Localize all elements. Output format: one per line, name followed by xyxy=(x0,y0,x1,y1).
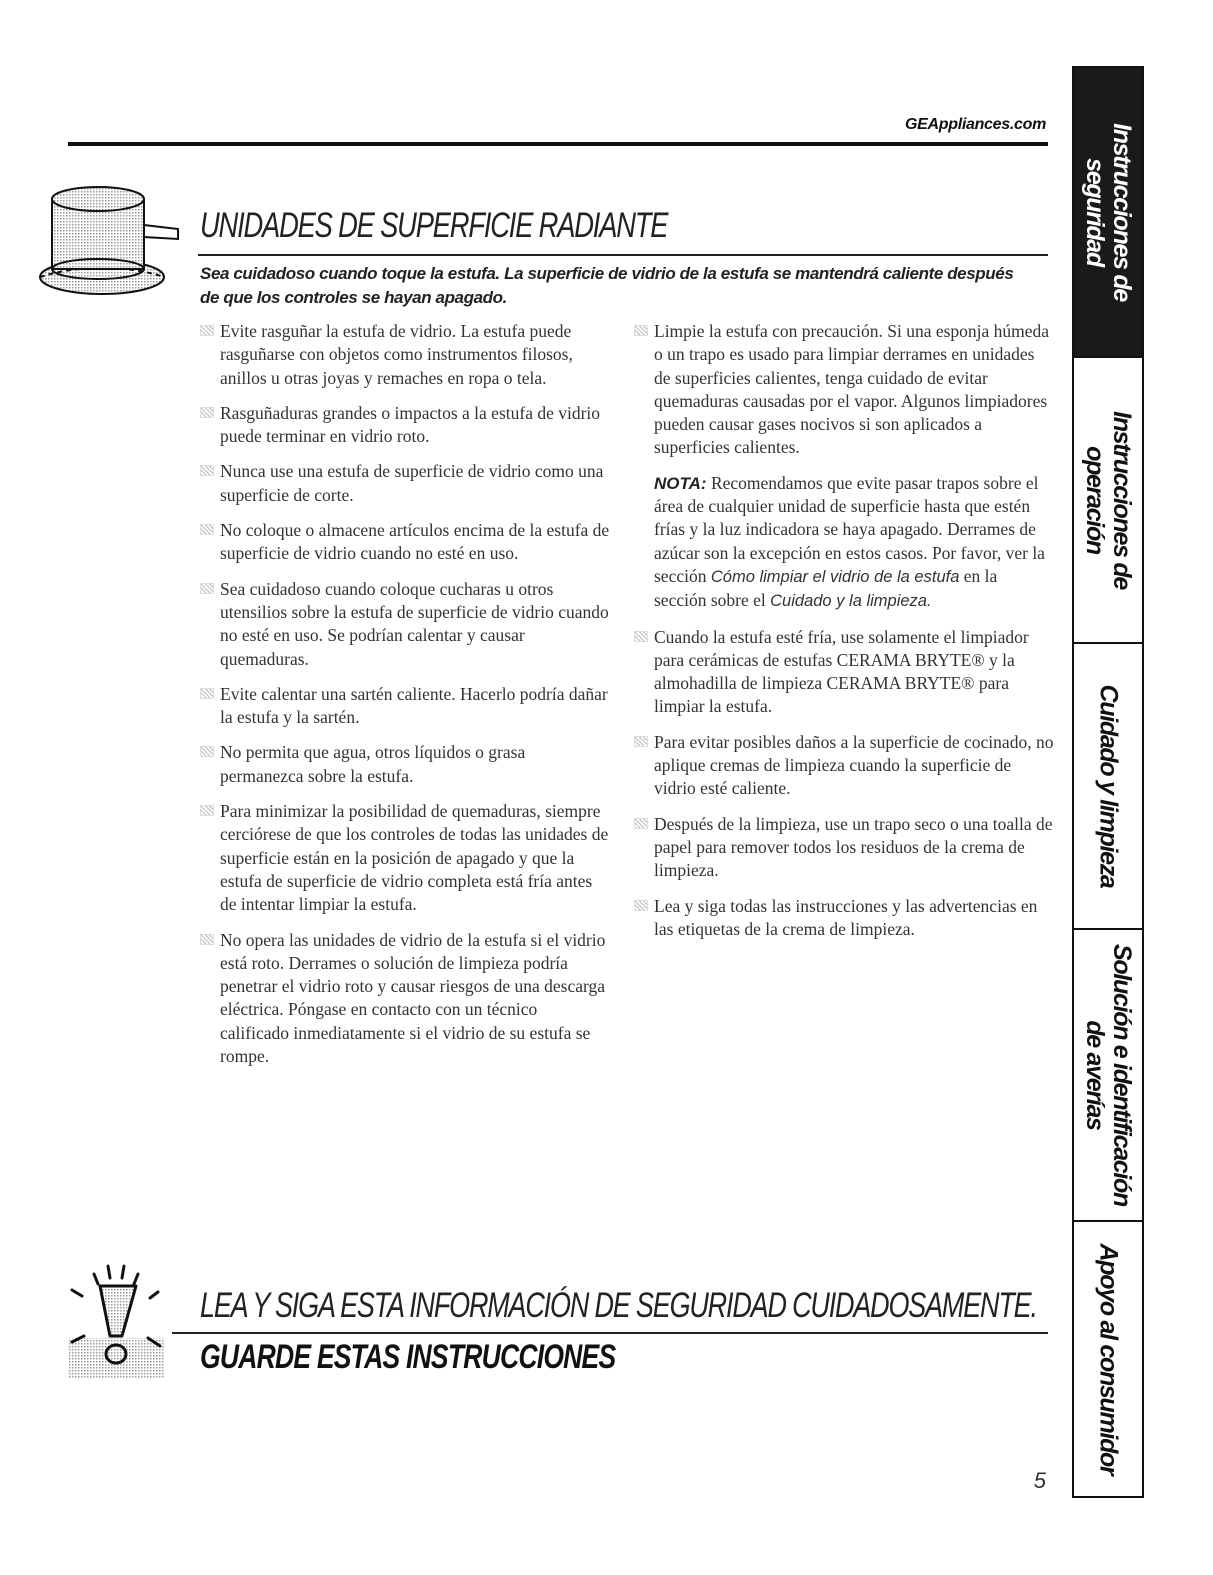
bullet-icon xyxy=(634,818,648,829)
tab-label-line: de averías xyxy=(1081,1020,1109,1130)
list-item: Para evitar posibles daños a la superficie de cocinado, no aplique cremas de limpieza cuando la superficie de vidrio esté caliente. xyxy=(634,731,1054,801)
warning-exclamation-icon xyxy=(54,1262,178,1382)
bullet-icon xyxy=(634,631,648,642)
list-item: Sea cuidadoso cuando coloque cucharas u otros utensilios sobre la estufa de superficie de vidrio cuando no esté en uso. Se podrían calentar y causar quemaduras. xyxy=(200,578,610,671)
note-reference: Cómo limpiar el vidrio de la estufa xyxy=(710,567,960,586)
site-url: GEAppliances.com xyxy=(904,116,1046,133)
bullet-icon xyxy=(200,688,214,699)
tab-label-line: Instrucciones de xyxy=(1108,123,1136,301)
tab-instrucciones-de-operacion[interactable] xyxy=(1074,358,1142,644)
list-item: Después de la limpieza, use un trapo seco o una toalla de papel para remover todos los residuos de la crema de limpieza. xyxy=(634,813,1054,883)
list-item: No opera las unidades de vidrio de la estufa si el vidrio está roto. Derrames o solución de limpieza podría penetrar el vidrio roto y causar riesgos de una descarga eléctrica. Póngase en contacto con un técnico calificado inmediatamente si el vidrio de su estufa se rompe. xyxy=(200,929,610,1069)
section-tabs-sidebar xyxy=(1072,66,1144,1498)
page-number: 5 xyxy=(1033,1468,1046,1493)
warning-rule xyxy=(172,1332,1048,1334)
left-column xyxy=(200,320,610,1080)
tab-label-line: Cuidado y limpieza xyxy=(1094,684,1123,888)
section-subtitle: Sea cuidadoso cuando toque la estufa. La superficie de vidrio de la estufa se mantendrá caliente después de que los controles se hayan apagado. xyxy=(200,264,1014,307)
tab-label-line: operación xyxy=(1081,446,1109,554)
cookware-pan-icon xyxy=(36,185,186,303)
right-column xyxy=(634,320,1054,953)
list-item: Para minimizar la posibilidad de quemaduras, siempre cerciórese de que los controles de todas las unidades de superficie están en la posición de apagado y que la estufa de superficie de vidrio completa está fría antes de intentar limpiar la estufa. xyxy=(200,800,610,916)
list-item: Lea y siga todas las instrucciones y las advertencias en las etiquetas de la crema de limpieza. xyxy=(634,895,1054,942)
bullet-icon xyxy=(200,805,214,816)
tab-cuidado-y-limpieza[interactable] xyxy=(1074,644,1142,930)
tab-solucion-de-averias[interactable] xyxy=(1074,930,1142,1222)
note-reference: Cuidado y la limpieza. xyxy=(770,592,932,611)
tab-label-line: Instrucciones de xyxy=(1108,411,1136,589)
list-item: Evite rasguñar la estufa de vidrio. La estufa puede rasguñarse con objetos como instrumentos filosos, anillos u otras joyas y remaches en ropa o tela. xyxy=(200,320,610,390)
bullet-icon xyxy=(200,465,214,476)
list-item: No permita que agua, otros líquidos o grasa permanezca sobre la estufa. xyxy=(200,741,610,788)
list-item: Rasguñaduras grandes o impactos a la estufa de vidrio puede terminar en vidrio roto. xyxy=(200,402,610,449)
note-paragraph: NOTA: Recomendamos que evite pasar trapos sobre el área de cualquier unidad de superficie hasta que estén frías y la luz indicadora se haya apagado. Derrames de azúcar son la excepción en estos casos. Por favor, ver la sección Cómo limpiar el vidrio de la estufa en la sección sobre el Cuidado y la limpieza. xyxy=(654,472,1045,611)
bullet-icon xyxy=(200,407,214,418)
bullet-icon xyxy=(200,746,214,757)
list-item: Nunca use una estufa de superficie de vidrio como una superficie de corte. xyxy=(200,460,610,507)
bullet-icon xyxy=(200,934,214,945)
tab-apoyo-al-consumidor[interactable] xyxy=(1074,1222,1142,1496)
bullet-icon xyxy=(634,736,648,747)
list-item: Evite calentar una sartén caliente. Hacerlo podría dañar la estufa y la sartén. xyxy=(200,683,610,730)
save-instructions-title: GUARDE ESTAS INSTRUCCIONES xyxy=(200,1338,616,1376)
list-item: No coloque o almacene artículos encima de la estufa de superficie de vidrio cuando no esté en uso. xyxy=(200,519,610,566)
tab-label-line: seguridad xyxy=(1081,158,1109,266)
list-item: Cuando la estufa esté fría, use solamente el limpiador para cerámicas de estufas CERAMA BRYTE® y la almohadilla de limpieza CERAMA BRYTE® para limpiar la estufa. xyxy=(634,626,1054,719)
bullet-icon xyxy=(200,524,214,535)
section-rule xyxy=(198,254,1048,256)
bullet-icon xyxy=(634,325,648,336)
tab-label-line: Solución e identificación xyxy=(1108,944,1136,1206)
section-title: UNIDADES DE SUPERFICIE RADIANTE xyxy=(200,206,668,245)
header-rule xyxy=(68,142,1048,146)
bullet-icon xyxy=(200,325,214,336)
bullet-icon xyxy=(634,900,648,911)
tab-instrucciones-de-seguridad[interactable] xyxy=(1074,68,1142,358)
bullet-icon xyxy=(200,583,214,594)
list-item: Limpie la estufa con precaución. Si una esponja húmeda o un trapo es usado para limpiar derrames en unidades de superficies calientes, tenga cuidado de evitar quemaduras causadas por el vapor. Algunos limpiadores pueden causar gases nocivos si son aplicados a superficies calientes. xyxy=(634,320,1054,460)
tab-label-line: Apoyo al consumidor xyxy=(1094,1243,1123,1475)
note-label: NOTA: xyxy=(654,473,707,493)
safety-warning-title: LEA Y SIGA ESTA INFORMACIÓN DE SEGURIDAD CUIDADOSAMENTE. xyxy=(200,1286,1037,1325)
